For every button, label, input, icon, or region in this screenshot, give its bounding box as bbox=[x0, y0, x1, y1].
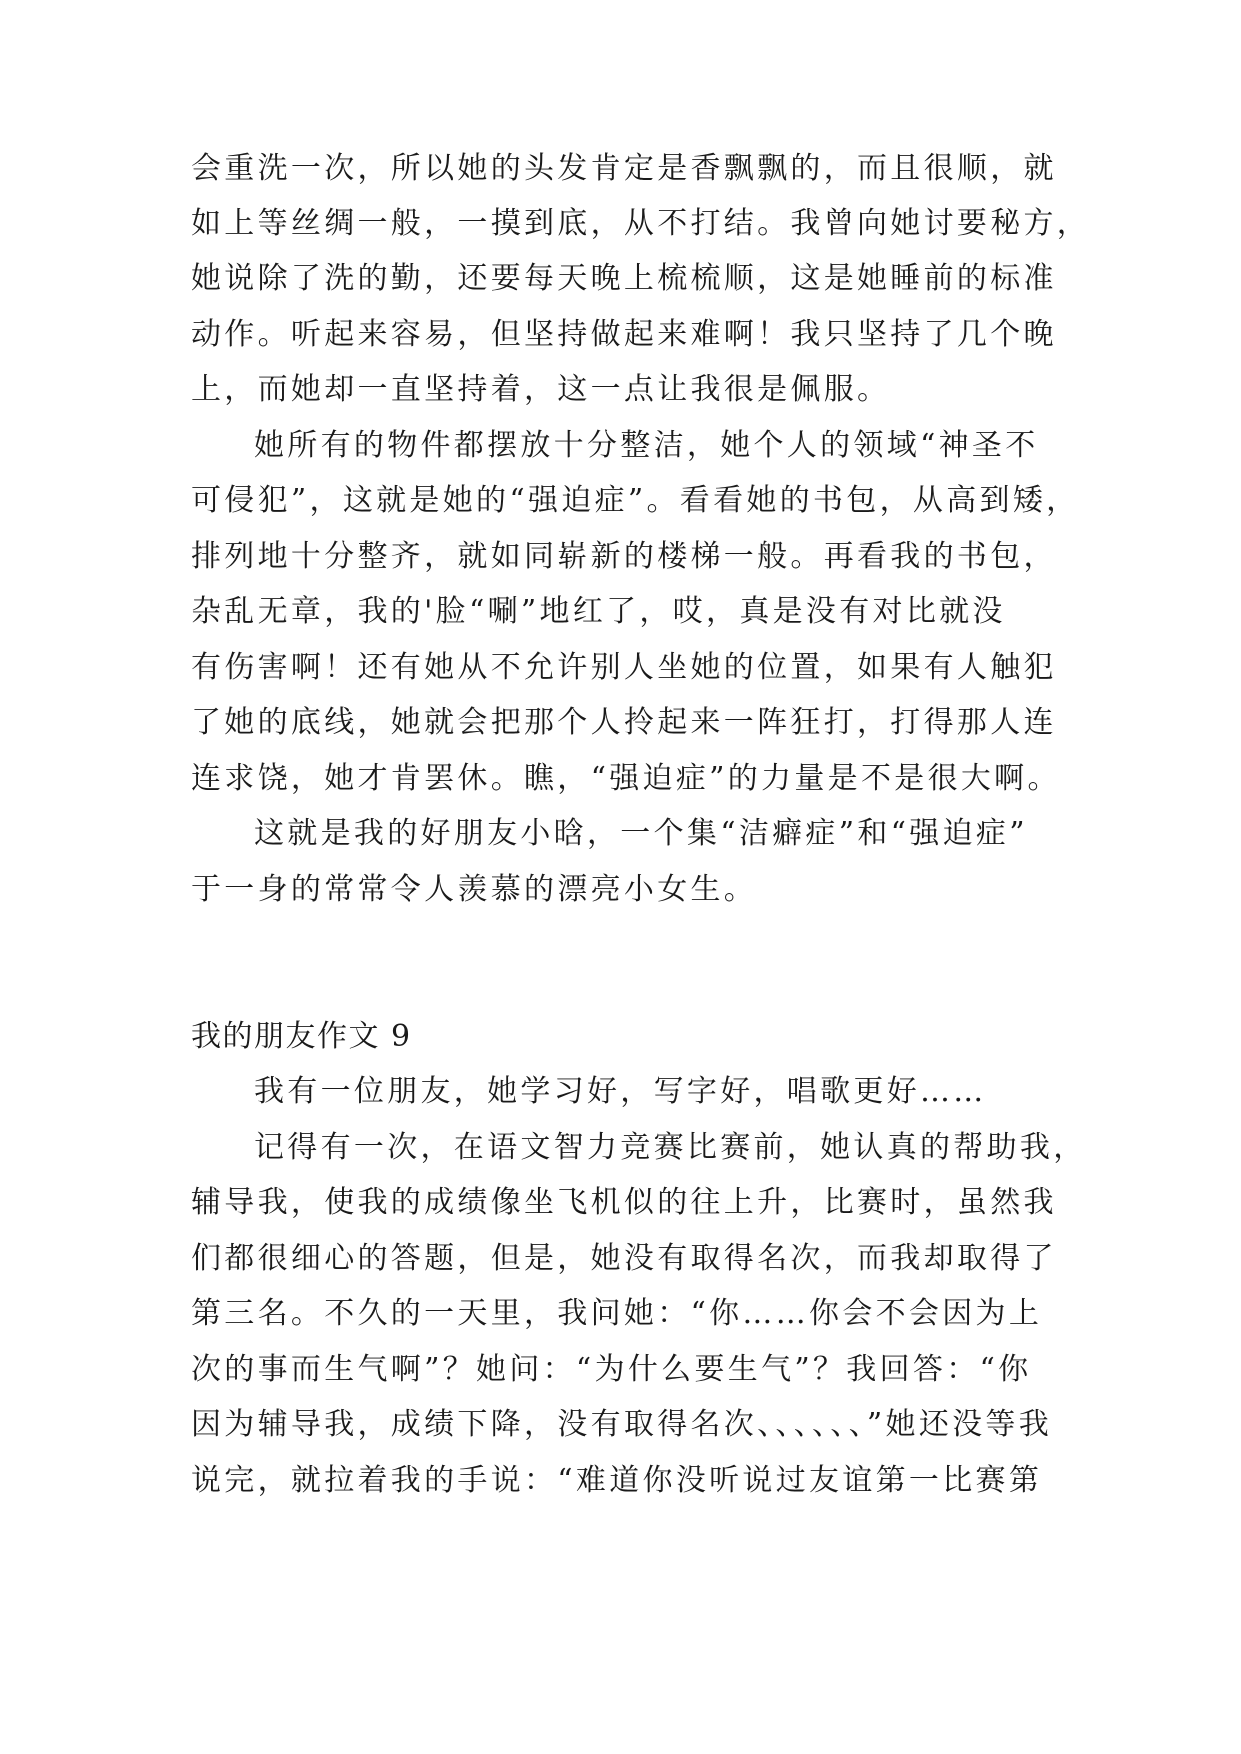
paragraph-line: 于一身的常常令人羡慕的漂亮小女生。 bbox=[191, 872, 758, 907]
paragraph-line: 第三名。不久的一天里，我问她：“你……你会不会因为上 bbox=[191, 1296, 1043, 1331]
paragraph-line: 们都很细心的答题，但是，她没有取得名次，而我却取得了 bbox=[191, 1241, 1057, 1276]
paragraph-line: 排列地十分整齐，就如同崭新的楼梯一般。再看我的书包， bbox=[191, 539, 1057, 574]
paragraph-line: 次的事而生气啊”？她问：“为什么要生气”？我回答：“你 bbox=[191, 1352, 1032, 1387]
paragraph-line: 如上等丝绸一般，一摸到底，从不打结。我曾向她讨要秘方， bbox=[191, 206, 1091, 241]
paragraph-line: 她说除了洗的勤，还要每天晚上梳梳顺，这是她睡前的标准 bbox=[191, 261, 1057, 296]
paragraph-line: 可侵犯”，这就是她的“强迫症”。看看她的书包，从高到矮， bbox=[191, 483, 1080, 518]
paragraph-line: 记得有一次，在语文智力竞赛比赛前，她认真的帮助我， bbox=[254, 1130, 1087, 1165]
paragraph-line: 了她的底线，她就会把那个人拎起来一阵狂打，打得那人连 bbox=[191, 705, 1057, 740]
paragraph-line: 会重洗一次，所以她的头发肯定是香飘飘的，而且很顺，就 bbox=[191, 151, 1057, 186]
paragraph-line: 我有一位朋友，她学习好，写字好，唱歌更好…… bbox=[254, 1074, 987, 1109]
paragraph-line: 动作。听起来容易，但坚持做起来难啊！我只坚持了几个晚 bbox=[191, 317, 1057, 352]
paragraph-line: 辅导我，使我的成绩像坐飞机似的往上升，比赛时，虽然我 bbox=[191, 1185, 1057, 1220]
paragraph-line: 这就是我的好朋友小晗，一个集“洁癖症”和“强迫症” bbox=[254, 816, 1028, 851]
paragraph-line: 她所有的物件都摆放十分整洁，她个人的领域“神圣不 bbox=[254, 428, 1039, 463]
paragraph-line: 连求饶，她才肯罢休。瞧，“强迫症”的力量是不是很大啊。 bbox=[191, 761, 1061, 796]
section-heading: 我的朋友作文 9 bbox=[191, 1019, 412, 1054]
paragraph-line: 杂乱无章，我的'脸“唰”地红了，哎，真是没有对比就没 bbox=[191, 594, 1006, 629]
paragraph-line: 因为辅导我，成绩下降，没有取得名次、、、、、、”她还没等我 bbox=[191, 1407, 1053, 1442]
paragraph-line: 上，而她却一直坚持着，这一点让我很是佩服。 bbox=[191, 372, 891, 407]
paragraph-line: 有伤害啊！还有她从不允许别人坐她的位置，如果有人触犯 bbox=[191, 650, 1057, 685]
paragraph-line: 说完，就拉着我的手说：“难道你没听说过友谊第一比赛第 bbox=[191, 1463, 1043, 1498]
